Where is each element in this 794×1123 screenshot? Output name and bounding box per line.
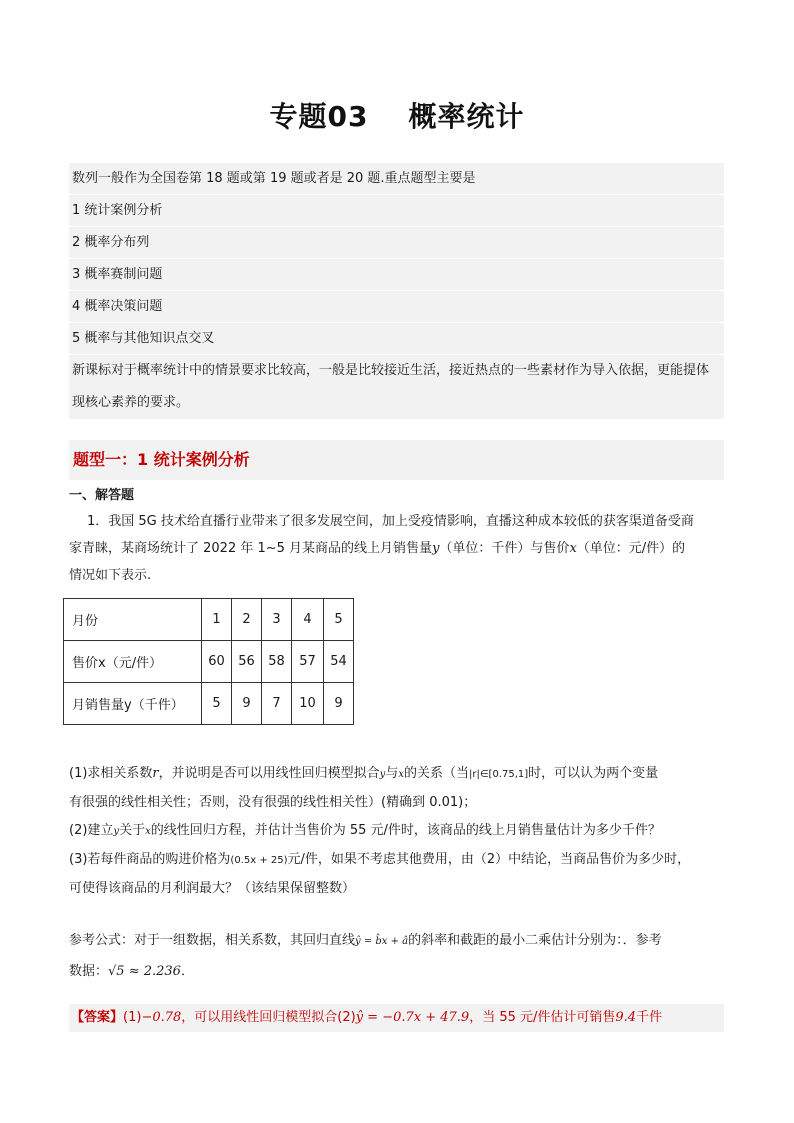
part-text: (3)若每件商品的购进价格为 [69,852,231,867]
question-text [69,508,724,589]
table-row [64,683,354,725]
part-text: 时，可以认为两个变量 [528,766,659,781]
formula-regression: ŷ = b̂x + â [355,936,409,947]
intro-line: 2 概率分布列 [69,227,724,259]
question-line [69,535,724,562]
ref-text: 数据： [69,964,109,979]
table-cell: 5 [324,599,354,641]
var-y: y [113,826,120,837]
intro-line: 5 概率与其他知识点交叉 [69,323,724,355]
table-row-label: 售价x（元/件） [64,641,202,683]
var-y: y [432,541,440,556]
intro-paragraph: 新课标对于概率统计中的情景要求比较高，一般是比较接近生活，接近热点的一些素材作为导入依据，更能提体现核心素养的要求。 [72,363,710,410]
page-title [0,95,794,135]
part-text: 的关系（当 [403,766,469,781]
formula-range: |r|∈[0.75,1] [468,769,529,780]
data-table [63,598,354,725]
table-cell: 4 [292,599,324,641]
table-cell: 9 [232,683,262,725]
intro-line: 数列一般作为全国卷第 18 题或第 19 题或者是 20 题.重点题型主要是 [69,163,724,195]
table-row [64,599,354,641]
table-cell: 2 [232,599,262,641]
part-3-line2: 可使得该商品的月利润最大？（该结果保留整数） [69,881,356,896]
title-part2: 概率统计 [408,100,525,133]
reference-line [69,926,729,957]
answer-text: ，当 55 元/件估计可销售 [469,1010,616,1025]
var-x: x [398,769,404,780]
ref-text: 的斜率和截距的最小二乘估计分别为：．参考 [408,933,662,948]
answer-box [69,1004,724,1032]
part-text: 的线性回归方程，并估计当售价为 55 元/件时，该商品的线上月销售量估计为多少千件？ [150,823,661,838]
table-cell: 10 [292,683,324,725]
table-cell: 57 [292,641,324,683]
table-row [64,641,354,683]
part-1 [69,760,729,789]
intro-box [69,163,724,419]
answer-value: −0.78 [141,1010,182,1025]
formula-sqrt5: √5 ≈ 2.236 [108,964,181,979]
answer-text: ，可以用线性回归模型拟合(2) [181,1010,356,1025]
answer-text: (1) [123,1010,142,1025]
table-cell: 58 [262,641,292,683]
table-cell: 3 [262,599,292,641]
title-part1: 专题03 [269,100,369,133]
var-x: x [569,541,577,556]
intro-line: 1 统计案例分析 [69,195,724,227]
ref-text: ． [180,964,194,979]
part-text: ，并说明是否可以用线性回归模型拟合 [158,766,380,781]
answer-formula: ŷ = −0.7x + 47.9 [355,1010,470,1025]
part-text: (1)求相关系数 [69,766,153,781]
part-text: 与 [385,766,399,781]
formula-price: (0.5x + 25) [230,855,288,866]
answer-text: 千件 [636,1010,663,1025]
table-cell: 5 [202,683,232,725]
part-2 [69,817,729,846]
table-cell: 9 [324,683,354,725]
var-r: r [152,766,159,781]
table-cell: 60 [202,641,232,683]
section-heading: 题型一：1 统计案例分析 [69,440,724,480]
table-cell: 7 [262,683,292,725]
answer-tag: 【答案】 [71,1010,124,1025]
part-text: 关于 [119,823,146,838]
table-row-label: 月销售量y（千件） [64,683,202,725]
part-text: (2)建立 [69,823,114,838]
part-3 [69,846,729,875]
reference-line [69,957,729,987]
intro-line: 3 概率赛制问题 [69,259,724,291]
table-cell: 1 [202,599,232,641]
unit-y: （单位：千件）与售价 [439,541,570,556]
var-y: y [379,769,386,780]
question-line-text: 家青睐，某商场统计了 2022 年 1~5 月某商品的线上月销售量 [69,541,433,556]
table-cell: 54 [324,641,354,683]
answer-value: 9.4 [615,1010,637,1025]
part-1-line2: 有很强的线性相关性；否则，没有很强的线性相关性）(精确到 0.01)； [69,795,477,810]
question-line: 1．我国 5G 技术给直播行业带来了很多发展空间，加上受疫情影响，直播这种成本较低的获客渠道备受商 [87,514,694,529]
intro-line: 4 概率决策问题 [69,291,724,323]
ref-text: 参考公式：对于一组数据，相关系数，其回归直线 [69,933,356,948]
var-x: x [145,826,151,837]
section-subheading: 一、解答题 [69,488,135,503]
unit-x: （单位：元/件）的 [576,541,686,556]
table-cell: 56 [232,641,262,683]
question-parts [69,760,729,903]
question-line: 情况如下表示. [69,568,152,583]
part-text: 元/件，如果不考虑其他费用，由（2）中结论，当商品售价为多少时， [287,852,691,867]
reference-formulas [69,926,729,987]
table-row-label: 月份 [64,599,202,641]
